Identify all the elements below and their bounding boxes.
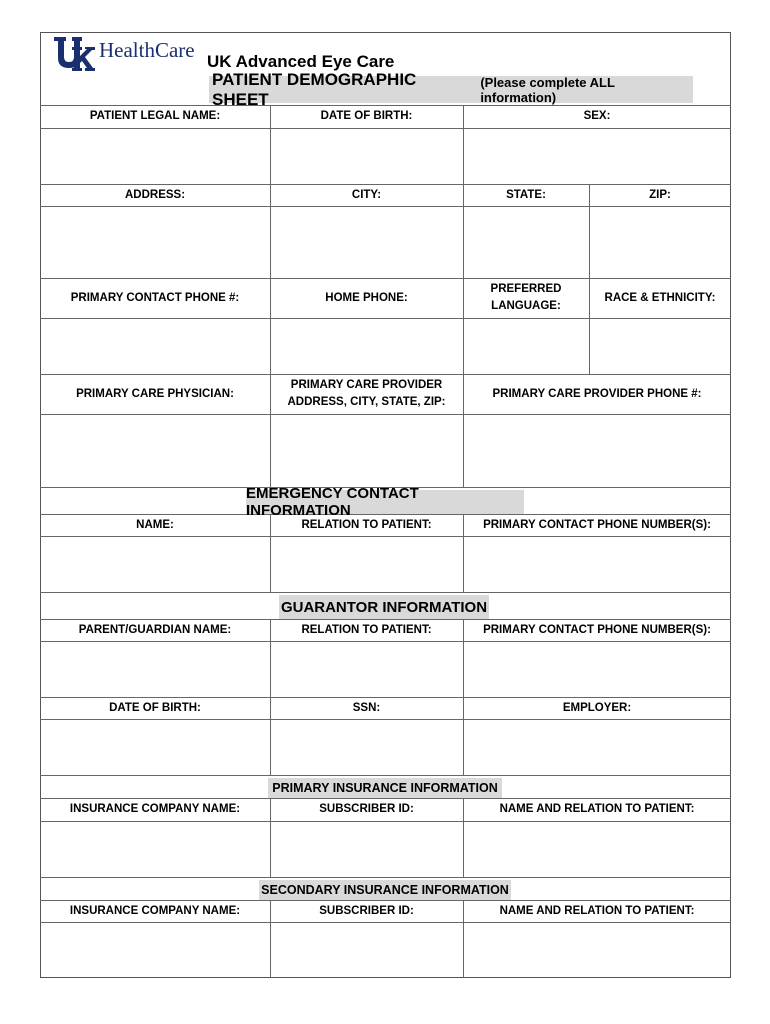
race-ethnicity-label: RACE & ETHNICITY: [604,291,716,304]
zip-field[interactable] [590,207,730,277]
race-ethnicity-field[interactable] [590,319,730,373]
primary-insurance-company-label: INSURANCE COMPANY NAME: [69,803,241,815]
dob-field[interactable] [271,129,462,183]
sex-field[interactable] [464,129,730,183]
state-label: STATE: [506,188,546,201]
rule [40,775,731,776]
brand-name: HealthCare [99,38,195,62]
emergency-relation-field[interactable] [271,537,462,591]
emergency-phone-field[interactable] [464,537,730,591]
guarantor-employer-field[interactable] [464,720,730,774]
secondary-subscriber-id-field[interactable] [271,923,462,977]
primary-subscriber-id-label: SUBSCRIBER ID: [319,803,414,815]
primary-name-relation-label: NAME AND RELATION TO PATIENT: [499,803,695,815]
guarantor-parent-name-label: PARENT/GUARDIAN NAME: [78,623,232,636]
pcp-address-field[interactable] [271,415,462,486]
guarantor-relation-field[interactable] [271,642,462,696]
emergency-section-title: EMERGENCY CONTACT INFORMATION [246,490,524,514]
primary-contact-phone-label: PRIMARY CONTACT PHONE #: [70,291,240,304]
address-field[interactable] [41,207,269,277]
secondary-subscriber-id-label: SUBSCRIBER ID: [319,904,414,917]
primary-contact-phone-field[interactable] [41,319,269,373]
pcp-label: PRIMARY CARE PHYSICIAN: [76,387,234,400]
emergency-relation-label: RELATION TO PATIENT: [301,518,432,531]
rule [40,592,731,593]
primary-insurance-section-title: PRIMARY INSURANCE INFORMATION [268,778,502,798]
zip-label: ZIP: [649,188,671,201]
primary-insurance-company-field[interactable] [41,822,269,876]
guarantor-ssn-label: SSN: [352,701,381,714]
preferred-language-field[interactable] [464,319,588,373]
guarantor-employer-label: EMPLOYER: [562,701,632,714]
dob-label: DATE OF BIRTH: [320,110,413,122]
guarantor-phone-label: PRIMARY CONTACT PHONE NUMBER(S): [483,623,711,636]
state-field[interactable] [464,207,588,277]
secondary-name-relation-field[interactable] [464,923,730,977]
sheet-note: (Please complete ALL information) [480,74,615,105]
address-label: ADDRESS: [124,188,186,201]
guarantor-relation-label: RELATION TO PATIENT: [301,623,432,636]
emergency-phone-label: PRIMARY CONTACT PHONE NUMBER(S): [483,518,711,531]
emergency-name-label: NAME: [136,518,174,531]
sex-label: SEX: [583,110,611,122]
patient-legal-name-label: PATIENT LEGAL NAME: [89,110,221,122]
secondary-name-relation-label: NAME AND RELATION TO PATIENT: [499,904,695,917]
pcp-phone-field[interactable] [464,415,730,486]
secondary-insurance-section-title: SECONDARY INSURANCE INFORMATION [259,880,511,900]
city-label: CITY: [351,188,382,201]
guarantor-ssn-field[interactable] [271,720,462,774]
guarantor-parent-name-field[interactable] [41,642,269,696]
org-name: UK Advanced Eye Care [207,52,395,71]
secondary-insurance-company-label: INSURANCE COMPANY NAME: [69,904,241,917]
guarantor-section-title: GUARANTOR INFORMATION [279,595,489,619]
guarantor-dob-field[interactable] [41,720,269,774]
primary-subscriber-id-field[interactable] [271,822,462,876]
preferred-language-label: PREFERRED LANGUAGE: [490,283,562,312]
home-phone-field[interactable] [271,319,462,373]
pcp-phone-label: PRIMARY CARE PROVIDER PHONE #: [492,387,702,400]
home-phone-label: HOME PHONE: [325,291,408,304]
guarantor-phone-field[interactable] [464,642,730,696]
primary-name-relation-field[interactable] [464,822,730,876]
sheet-title: PATIENT DEMOGRAPHIC SHEET [212,69,417,109]
rule [40,877,731,878]
secondary-insurance-company-field[interactable] [41,923,269,977]
city-field[interactable] [271,207,462,277]
guarantor-dob-label: DATE OF BIRTH: [109,701,201,714]
pcp-field[interactable] [41,415,269,486]
emergency-name-field[interactable] [41,537,269,591]
patient-legal-name-field[interactable] [41,129,269,183]
pcp-address-label: PRIMARY CARE PROVIDER ADDRESS, CITY, STATE, ZIP: [287,379,446,408]
